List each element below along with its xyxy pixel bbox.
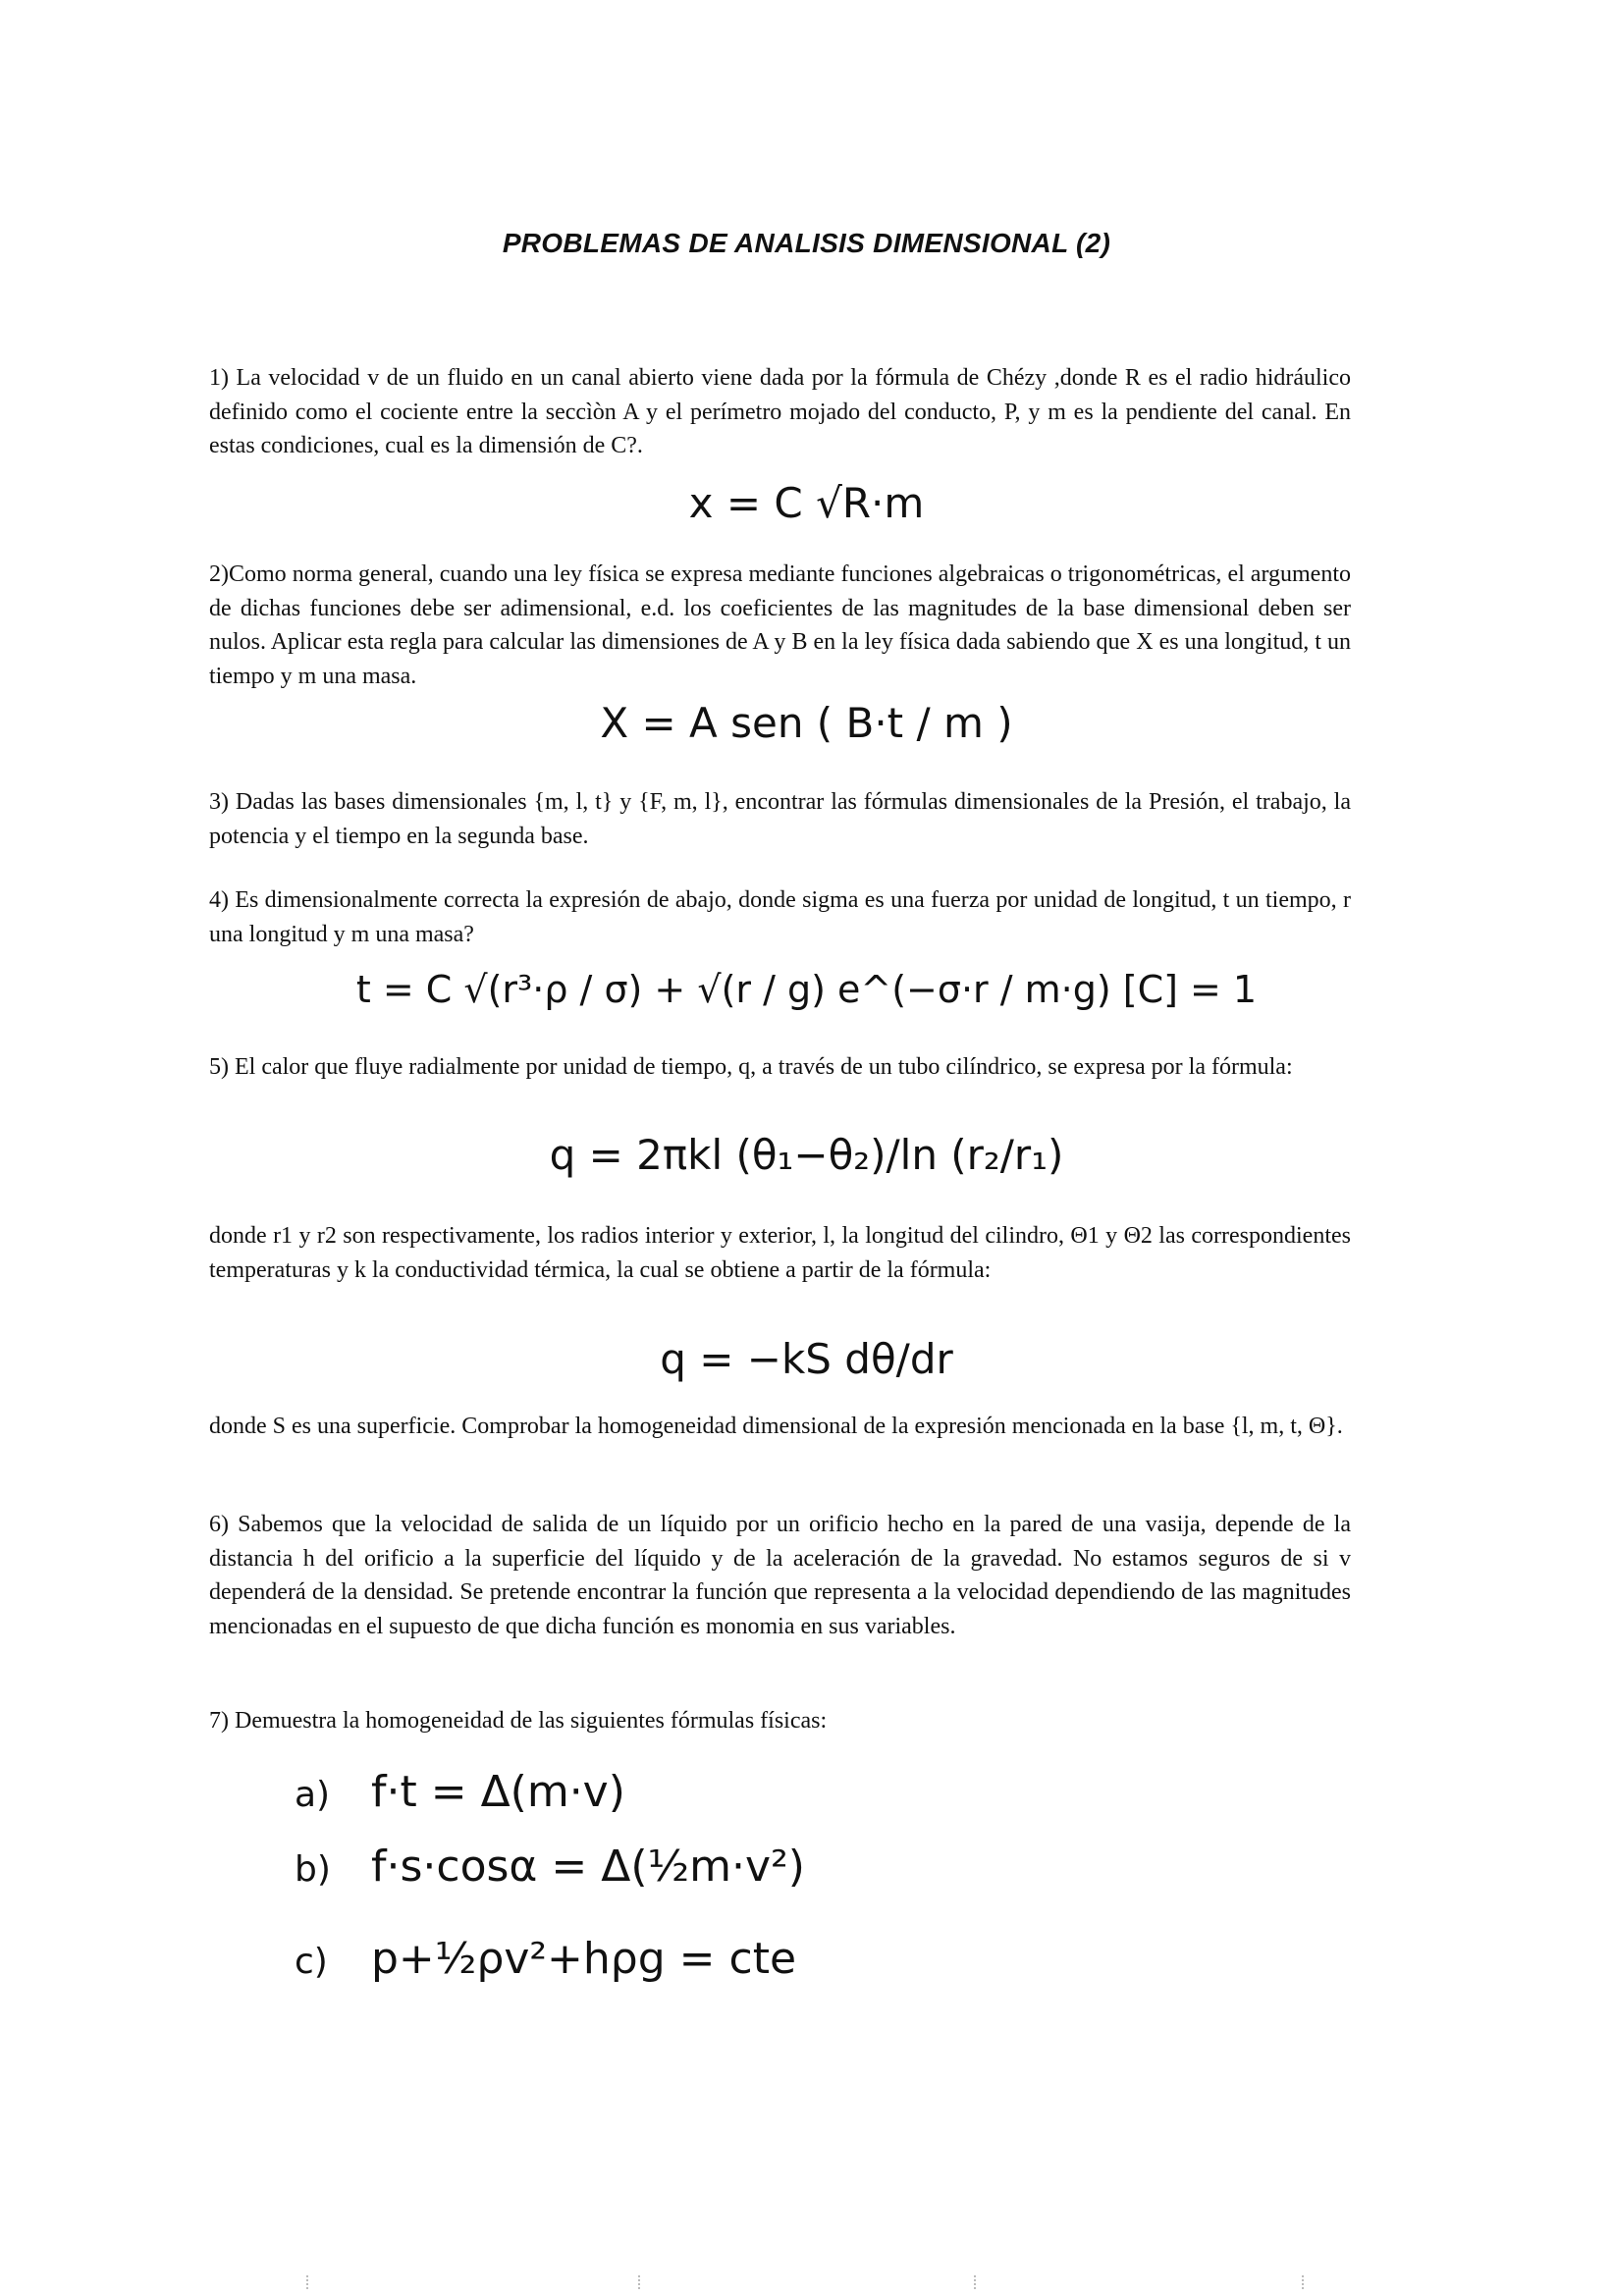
problem-7-item-b-label: b) [295,1849,331,1890]
problem-2-text: 2)Como norma general, cuando una ley física se expresa mediante funciones algebraicas o trigonométricas, el argumento de dichas funciones debe ser adimensional, e.d. los coeficientes de las magnitudes de la base dimensional deben ser nulos. Aplicar esta regla para calcular las dimensiones de A y B en la ley física dada sabiendo que X es una longitud, t un tiempo y m una masa. [209,561,1351,689]
problem-5-text-3: donde S es una superficie. Comprobar la homogeneidad dimensional de la expresión mencionada en la base {l, m, t, Θ}. [209,1414,1343,1439]
problem-7-item-c-label: c) [295,1942,328,1982]
scan-marks [0,2275,1613,2293]
problem-7-item-b [295,1842,805,1892]
problem-5-text: 5) El calor que fluye radialmente por unidad de tiempo, q, a través de un tubo cilíndrico, se expresa por la fórmula: [209,1054,1293,1080]
problem-7-item-c [295,1934,796,1984]
problem-1-formula-text: x = C √R·m [688,479,925,527]
problem-5-formula-text: q = 2πkl (θ₁−θ₂)/ln (r₂/r₁) [549,1131,1064,1179]
scan-mark [974,2275,984,2289]
problem-7-item-c-expr: p+½ρv²+hρg = cte [371,1934,797,1984]
problem-7-item-a [295,1767,625,1817]
problem-3-text: 3) Dadas las bases dimensionales {m, l, t} y {F, m, l}, encontrar las fórmulas dimensionales de la Presión, el trabajo, la potencia y el tiempo en la segunda base. [209,789,1351,849]
problem-7-text: 7) Demuestra la homogeneidad de las siguientes fórmulas físicas: [209,1708,828,1734]
problem-5-text-2: donde r1 y r2 son respectivamente, los radios interior y exterior, l, la longitud del cilindro, Θ1 y Θ2 las correspondientes temperaturas y k la conductividad térmica, la cual se obtiene a partir de la fórmula: [209,1223,1351,1283]
problem-1-text: 1) La velocidad v de un fluido en un canal abierto viene dada por la fórmula de Chézy ,donde R es el radio hidráulico definido como el cociente entre la seccìòn A y el perímetro mojado del conducto, P, y m es la pendiente del canal. En estas condiciones, cual es la dimensión de C?. [209,365,1351,458]
problem-4-formula [0,968,1613,1011]
problem-4-formula-text: t = C √(r³·ρ / σ) + √(r / g) e^(−σ·r / m·g) [C] = 1 [355,968,1258,1011]
problem-7-item-a-label: a) [295,1775,331,1815]
problem-1-formula [0,479,1613,527]
problem-4-text: 4) Es dimensionalmente correcta la expresión de abajo, donde sigma es una fuerza por unidad de longitud, t un tiempo, r una longitud y m una masa? [209,887,1351,947]
scan-mark [638,2275,648,2289]
problem-6-text: 6) Sabemos que la velocidad de salida de un líquido por un orificio hecho en la pared de una vasija, depende de la distancia h del orificio a la superficie del líquido y de la aceleración de la gravedad. No estamos seguros de si v dependerá de la densidad. Se pretende encontrar la función que representa a la velocidad dependiendo de las magnitudes mencionadas en el supuesto de que dicha función es monomia en sus variables. [209,1512,1351,1639]
problem-2-formula [0,699,1613,747]
problem-7-item-b-expr: f·s·cosα = Δ(½m·v²) [371,1842,805,1892]
problem-5-formula-2 [0,1335,1613,1383]
problem-5-formula [0,1131,1613,1179]
scan-mark [1302,2275,1312,2289]
scan-mark [306,2275,316,2289]
page-title: PROBLEMAS DE ANALISIS DIMENSIONAL (2) [502,228,1111,258]
problem-7-item-a-expr: f·t = Δ(m·v) [371,1767,625,1817]
problem-2-formula-text: X = A sen ( B·t / m ) [600,699,1013,747]
problem-5-formula-2-text: q = −kS dθ/dr [660,1335,953,1383]
